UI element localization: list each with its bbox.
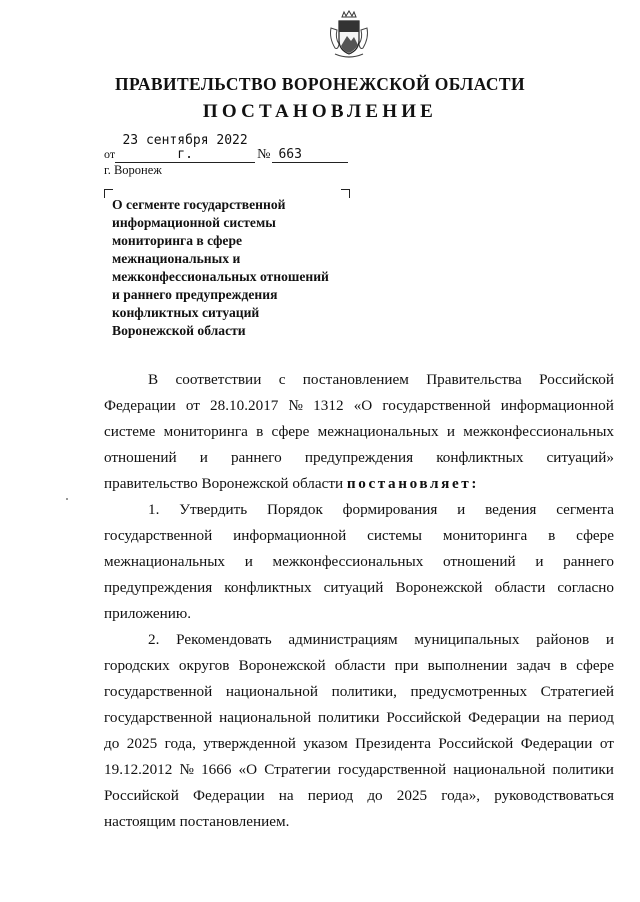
word: Воронежской <box>238 657 326 674</box>
word: государственной <box>104 527 213 544</box>
word: указом <box>303 735 348 752</box>
word: городских <box>104 657 170 674</box>
word: предупреждения <box>104 579 213 596</box>
word: отношений <box>104 449 177 466</box>
word: межконфессиональных <box>463 423 614 440</box>
word: национальной <box>219 709 312 726</box>
preamble-text: правительство Воронежской области <box>104 475 347 492</box>
word: года», <box>441 787 481 804</box>
word: ситуаций» <box>546 449 614 466</box>
word: до <box>367 787 383 804</box>
word: системе <box>104 423 156 440</box>
word: на <box>546 709 562 726</box>
word: Российской <box>104 787 179 804</box>
word: на <box>278 787 294 804</box>
word: 2025 <box>396 787 428 804</box>
word: ситуаций <box>323 579 384 596</box>
word: и <box>535 553 544 570</box>
word: конфликтных <box>224 579 312 596</box>
word: информационной <box>233 527 347 544</box>
number-label: № <box>257 147 271 162</box>
word: соответствии <box>175 371 262 388</box>
subject-line: Воронежской области <box>112 323 246 338</box>
item-1-line <box>148 499 614 521</box>
word: предупреждения <box>304 449 414 466</box>
city: г. Воронеж <box>104 163 162 177</box>
word: конфликтных <box>436 449 524 466</box>
word: постановлением <box>302 371 409 388</box>
word: раннего <box>230 449 282 466</box>
word: 1666 <box>201 761 232 778</box>
word: 2. <box>148 631 160 648</box>
scan-speck <box>66 498 68 500</box>
word: от <box>185 397 200 414</box>
word: Российской <box>386 709 462 726</box>
subject-line: мониторинга в сфере <box>112 233 243 248</box>
item-2-line <box>104 681 614 703</box>
word: политики <box>318 709 380 726</box>
word: Порядок <box>267 501 323 518</box>
subject-line: межконфессиональных отношений <box>112 269 329 284</box>
word: и <box>199 449 208 466</box>
item-2-line <box>148 629 614 651</box>
word: сфере <box>576 657 614 674</box>
item-1-line <box>104 525 614 547</box>
word: Стратегией <box>540 683 614 700</box>
word: области <box>334 657 386 674</box>
word: сфере <box>271 423 310 440</box>
word: в <box>256 423 264 440</box>
word: межконфессиональных <box>272 553 424 570</box>
item-2-line <box>104 759 614 781</box>
preamble-line <box>104 395 614 417</box>
subject-line: информационной системы <box>112 215 276 230</box>
document-date: 23 сентября 2022 г. <box>115 134 255 163</box>
word: руководствоваться <box>494 787 614 804</box>
word: государственной <box>337 761 447 778</box>
word: и <box>457 501 466 518</box>
word: и <box>244 553 253 570</box>
item-1-line: приложению. <box>104 605 192 622</box>
word: отношений <box>443 553 516 570</box>
subject-line: О сегменте государственной <box>112 197 286 212</box>
word: № <box>288 397 304 414</box>
word: период <box>307 787 354 804</box>
word: системы <box>367 527 422 544</box>
word: информационной <box>500 397 614 414</box>
word: государственной <box>382 397 491 414</box>
word: Федерации <box>104 397 176 414</box>
voronezh-coat-of-arms-icon <box>327 10 371 60</box>
word: межнациональных <box>317 423 439 440</box>
word: № <box>179 761 194 778</box>
word: мониторинга <box>442 527 528 544</box>
word: до <box>104 735 120 752</box>
word: муниципальных <box>414 631 520 648</box>
word: ведения <box>485 501 537 518</box>
word: 19.12.2012 <box>104 761 173 778</box>
word: года, <box>164 735 196 752</box>
resolves-keyword: постановляет: <box>346 475 480 492</box>
word: государственной <box>104 683 213 700</box>
preamble-line-last <box>104 473 614 495</box>
word: Утвердить <box>179 501 248 518</box>
organization-name: ПРАВИТЕЛЬСТВО ВОРОНЕЖСКОЙ ОБЛАСТИ <box>114 74 526 94</box>
word: Российской <box>438 735 514 752</box>
word: Федерации <box>520 735 593 752</box>
word: при <box>394 657 419 674</box>
word: согласно <box>557 579 614 596</box>
word: национальной <box>453 761 546 778</box>
word: области <box>494 579 546 596</box>
word: 28.10.2017 <box>210 397 279 414</box>
word: 1312 <box>313 397 344 414</box>
word: Федерации <box>468 709 540 726</box>
word: и <box>446 423 455 440</box>
word: Рекомендовать <box>176 631 272 648</box>
word: администрациям <box>288 631 398 648</box>
word: предусмотренных <box>410 683 528 700</box>
document-type: ПОСТАНОВЛЕНИЕ <box>202 101 438 122</box>
word: с <box>278 371 286 388</box>
word: в <box>548 527 556 544</box>
item-2-line <box>104 785 614 807</box>
word: «О <box>238 761 258 778</box>
word: государственной <box>104 709 213 726</box>
word: национальной <box>225 683 318 700</box>
word: сегмента <box>556 501 614 518</box>
word: межнациональных <box>104 553 225 570</box>
subject-line: конфликтных ситуаций <box>112 305 260 320</box>
word: утвержденной <box>203 735 296 752</box>
preamble-line <box>148 369 614 391</box>
word: политики <box>552 761 614 778</box>
preamble-line <box>104 421 614 443</box>
preamble-line <box>104 447 614 469</box>
word: выполнении <box>427 657 508 674</box>
word: Стратегии <box>264 761 331 778</box>
word: Правительства <box>426 371 522 388</box>
item-1-line <box>104 577 614 599</box>
word: Федерации <box>192 787 265 804</box>
item-2-line <box>104 655 614 677</box>
word: мониторинга <box>163 423 248 440</box>
item-2-line <box>104 707 614 729</box>
word: в <box>559 657 567 674</box>
date-prefix: от <box>104 147 116 161</box>
word: сфере <box>576 527 614 544</box>
word: Президента <box>355 735 431 752</box>
item-2-line: настоящим постановлением. <box>104 813 290 830</box>
word: Воронежской <box>395 579 483 596</box>
word: 2025 <box>126 735 158 752</box>
word: Российской <box>539 371 614 388</box>
document-subject <box>112 196 372 340</box>
word: и <box>605 631 614 648</box>
word: 1. <box>148 501 160 518</box>
word: период <box>568 709 614 726</box>
item-2-line <box>104 733 614 755</box>
word: В <box>148 371 159 388</box>
word: районов <box>536 631 590 648</box>
word: политики, <box>331 683 397 700</box>
word: «О <box>353 397 373 414</box>
subject-line: и раннего предупреждения <box>112 287 278 302</box>
subject-line: межнациональных и <box>112 251 241 266</box>
item-1-line <box>104 551 614 573</box>
word: задач <box>516 657 551 674</box>
word: округов <box>178 657 230 674</box>
word: формирования <box>342 501 438 518</box>
word: от <box>599 735 614 752</box>
word: раннего <box>563 553 614 570</box>
document-date-line <box>104 134 348 163</box>
document-number: 663 <box>272 148 348 163</box>
